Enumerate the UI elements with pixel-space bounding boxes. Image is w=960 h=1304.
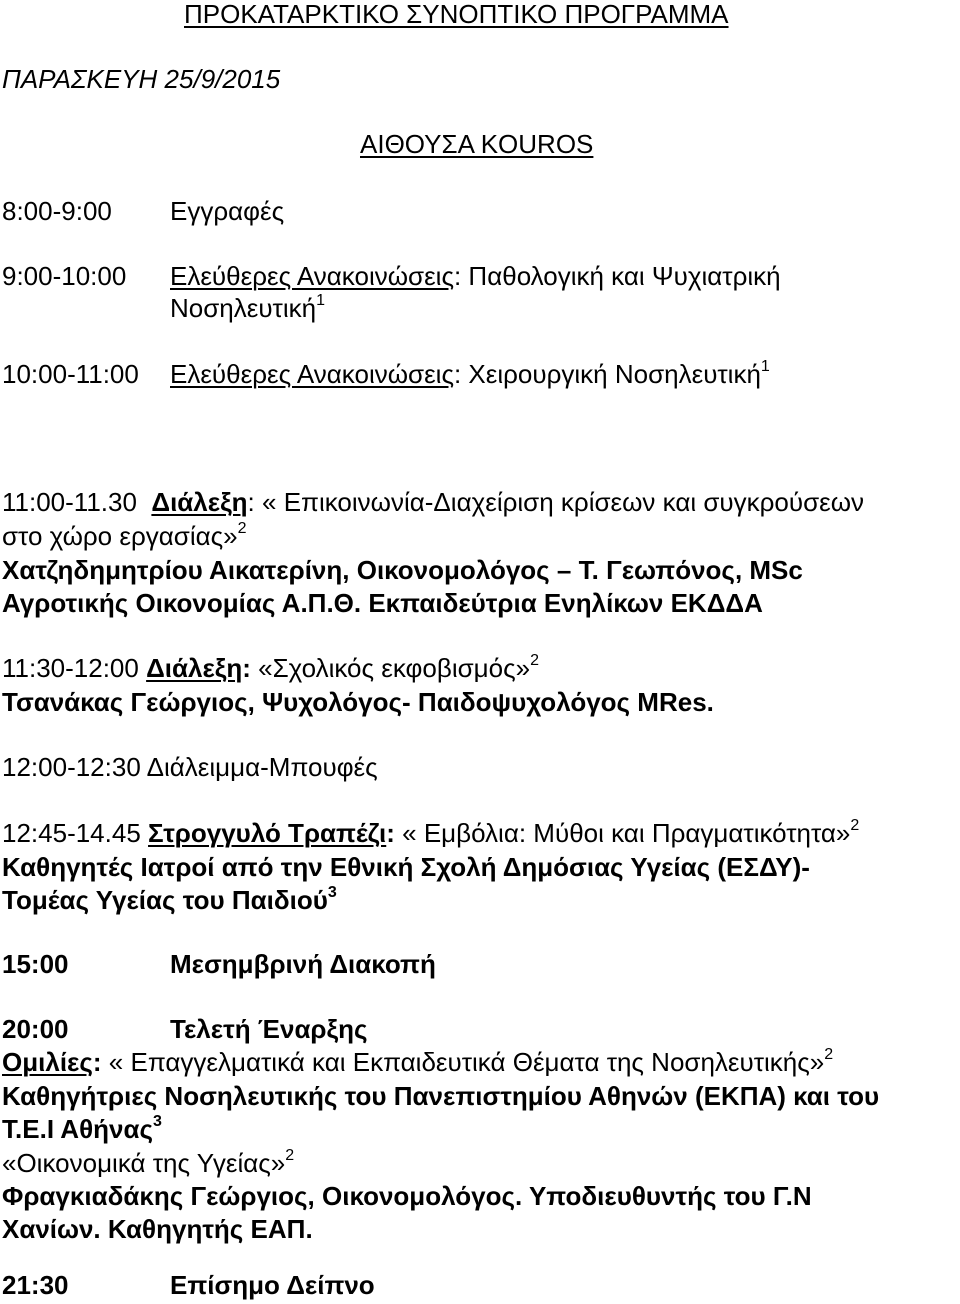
session-title-line2: «Οικονομικά της Υγείας»$^2$ (2, 1147, 295, 1178)
footnote-ref: 2 (850, 817, 860, 835)
session-title: Ελεύθερες Ανακοινώσεις: Παθολογική και Ψυχιατρική (170, 261, 781, 291)
session-time: 9:00-10:00 (2, 261, 127, 291)
footnote-ref: 2 (285, 1147, 295, 1165)
session-line: 12:45-14.45 Στρογγυλό Τραπέζι: « Εμβόλια: Μύθοι και Πραγματικότητα»$^2$ (2, 817, 860, 848)
speaker-line: Καθηγητές Ιατροί από την Εθνική Σχολή Δημόσιας Υγείας (ΕΣΔΥ)- (2, 852, 810, 882)
session-time: 21:30 (2, 1270, 69, 1300)
day-date: ΠΑΡΑΣΚΕΥΗ 25/9/2015 (2, 64, 281, 94)
footnote-ref: 3 (152, 1113, 162, 1131)
footnote-ref: 2 (824, 1046, 834, 1064)
speaker-line: Τομέας Υγείας του Παιδιού$^3$ (2, 884, 337, 915)
session-time: 20:00 (2, 1014, 69, 1044)
footnote-ref: 1 (760, 358, 770, 376)
session-line (2, 749, 378, 785)
speaker-line: Χανίων. Καθηγητής ΕΑΠ. (2, 1214, 313, 1244)
session-line: 11:00-11.30 Διάλεξη: « Επικοινωνία-Διαχείριση κρίσεων και συγκρούσεων (2, 487, 865, 517)
session-title: Ελεύθερες Ανακοινώσεις: Χειρουργική Νοσηλευτική$^1$ (170, 358, 770, 389)
session-label: Διάλεξη (146, 653, 243, 683)
session-time: 12:45-14.45 (2, 818, 141, 848)
session-title: Επίσημο Δείπνο (170, 1270, 375, 1300)
session-title: Διάλειμμα-Μπουφές (146, 752, 378, 782)
footnote-ref: 2 (530, 652, 539, 670)
session-time: 15:00 (2, 949, 69, 979)
footnote-ref: 1 (316, 292, 325, 310)
session-label: Στρογγυλό Τραπέζι (148, 818, 387, 848)
session-title-line2: στο χώρο εργασίας»$^2$ (2, 520, 247, 551)
session-label: Ομιλίες (2, 1047, 93, 1077)
page-title: ΠΡΟΚΑΤΑΡΚΤΙΚΟ ΣΥΝΟΠΤΙΚΟ ΠΡΟΓΡΑΜΜΑ (184, 0, 729, 29)
session-time: 11:00-11.30 (2, 487, 137, 517)
session-label: Διάλεξη (151, 487, 248, 517)
session-line: 11:30-12:00 Διάλεξη: «Σχολικός εκφοβισμός»$^2$ (2, 652, 539, 683)
speaker-line: Τ.Ε.Ι Αθήνας$^3$ (2, 1113, 162, 1144)
speaker-line: Χατζηδημητρίου Αικατερίνη, Οικονομολόγος – Τ. Γεωπόνος, MSc (2, 555, 803, 585)
session-time: 10:00-11:00 (2, 359, 139, 389)
speaker-line: Αγροτικής Οικονομίας Α.Π.Θ. Εκπαιδεύτρια Ενηλίκων ΕΚΔΔΑ (2, 588, 763, 618)
session-label: Ελεύθερες Ανακοινώσεις (170, 359, 454, 389)
footnote-ref: 2 (237, 520, 247, 538)
session-time: 11:30-12:00 (2, 653, 139, 683)
session-title: Εγγραφές (170, 196, 285, 226)
speaker-line: Φραγκιαδάκης Γεώργιος, Οικονομολόγος. Υποδιευθυντής του Γ.Ν (2, 1181, 812, 1211)
session-label: Ελεύθερες Ανακοινώσεις (170, 261, 454, 291)
footnote-ref: 3 (327, 884, 337, 902)
session-title: Τελετή Έναρξης (170, 1014, 368, 1044)
session-title-line2: Νοσηλευτική$^1$ (170, 292, 325, 323)
session-time: 8:00-9:00 (2, 196, 112, 226)
session-title: Μεσημβρινή Διακοπή (170, 949, 436, 979)
session-time: 12:00-12:30 (2, 752, 141, 782)
session-line: Ομιλίες: « Επαγγελματικά και Εκπαιδευτικά Θέματα της Νοσηλευτικής»$^2$ (2, 1046, 834, 1077)
speaker-line: Τσανάκας Γεώργιος, Ψυχολόγος- Παιδοψυχολόγος MRes. (2, 687, 714, 717)
room-name: ΑΙΘΟΥΣΑ KOUROS (360, 129, 594, 159)
speaker-line: Καθηγήτριες Νοσηλευτικής του Πανεπιστημίου Αθηνών (ΕΚΠΑ) και του (2, 1081, 880, 1111)
